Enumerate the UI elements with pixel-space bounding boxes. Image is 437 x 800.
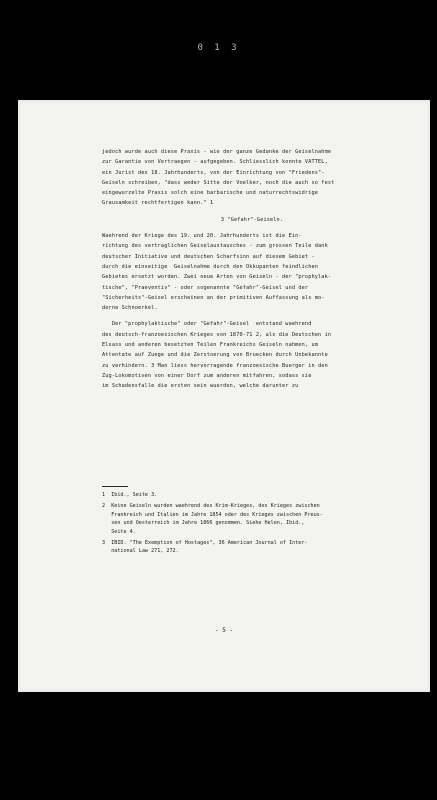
footnote-line: 2 Keine Geiseln wurden waehrend des Krim-Krieges, des Krieges zwischen xyxy=(102,503,320,510)
page-number: - 5 - xyxy=(214,627,234,634)
text-line: Gebietes ersetzt worden. Zwei neue Arten von Geiseln - der "prophylak- xyxy=(102,274,332,281)
text-line: Der "prophylaktische" oder "Gefahr"-Geisel entstand waehrend xyxy=(102,321,312,328)
footnotes xyxy=(102,491,402,556)
frame-marker: 0 1 3 xyxy=(197,43,240,53)
text-line: des deutsch-franzoesischen Krieges von 1870-71 2, als die Deutschen in xyxy=(102,331,332,338)
text-line: derne Schnoerkel. xyxy=(102,305,158,312)
text-line: zu verhindern. 3 Man liess hervorragende franzoesische Buerger in den xyxy=(102,362,328,369)
text-line: jedoch wurde auch diese Praxis - wie der ganze Gedanke der Geiselnahme xyxy=(102,149,332,155)
text-line: eingewurzelte Praxis solch eine barbarische und naturrechtswidrige xyxy=(102,190,319,197)
text-line: ein Jurist des 18. Jahrhunderts, von der Einrichtung von "Friedens"- xyxy=(102,169,325,176)
footnote-divider xyxy=(102,486,128,487)
text-line: Geiseln schreiben, "dass weder Sitte der Voelker, noch die auch so fest xyxy=(102,179,335,186)
text-line: tische", "Praeventiv" - oder sogenannte "Gefahr"-Geisel und der xyxy=(102,284,309,291)
text-line: zur Garantie von Vertraegen - aufgegeben. Schliesslich konnte VATTEL, xyxy=(102,159,328,166)
text-line: Zug-Lokomotiven von einer Dorf zum anderen mitfahren, sodass sie xyxy=(102,372,312,379)
text-line: Elsass und anderen besetzten Teilen Frankreichs Geiseln nahmen, um xyxy=(102,342,319,349)
body-text xyxy=(102,147,402,392)
text-line: Attentate auf Zuege und die Zerstoerung von Bruecken durch Unbekannte xyxy=(102,352,328,359)
document-page xyxy=(18,100,430,692)
footnote-line: Frankreich und Italien im Jahre 1854 oder des Krieges zwischen Preus- xyxy=(102,511,323,518)
footnote-line: Seite 4. xyxy=(102,528,136,535)
text-line: "Sicherheits"-Geisel erscheinen an der primitiven Auffassung als mo- xyxy=(102,294,325,301)
footnote-line: 1 Ibid., Seite 3. xyxy=(102,492,158,498)
text-line: durch die einseitige Geiselnahme durch den Okkupanten feindlichen xyxy=(102,263,319,270)
text-line: deutscher Initiative und deutschen Scharfsinn auf diesem Gebiet - xyxy=(102,253,315,260)
text-line: richtung des vertraglichen Geiselaustausches - zum grossen Teile dank xyxy=(102,243,328,250)
footnote-line: 3 IBID. "The Exemption of Hostages", 36 American Journal of Inter- xyxy=(102,539,308,546)
section-heading: 3 "Gefahr"-Geiseln. xyxy=(220,216,284,223)
footnote-line: sen und Oesterreich im Jahre 1866 genommen. Siehe Helen, Ibid., xyxy=(102,520,305,527)
footnote-line: national Law 271, 272. xyxy=(102,548,179,555)
text-line: Grausamkeit rechtfertigen kann." 1 xyxy=(102,200,214,207)
text-line: im Schadensfalle die ersten sein wuerden, welche darunter zu xyxy=(102,383,299,390)
text-line: Waehrend der Kriege des 19. und 20. Jahrhunderts ist die Ein- xyxy=(102,233,302,240)
